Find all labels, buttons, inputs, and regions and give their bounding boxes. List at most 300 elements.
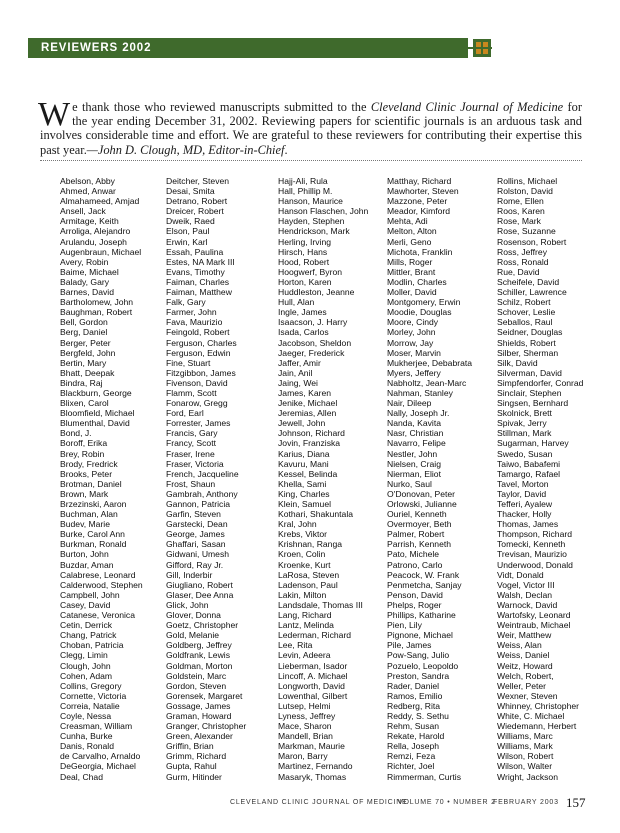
reviewer-name: Hanson, Maurice [278,196,343,207]
reviewer-name: Boroff, Erika [60,438,108,449]
reviewer-name: Phelps, Roger [387,599,442,610]
reviewer-name: Spivak, Jerry [497,418,547,429]
reviewer-name: Choban, Patricia [60,640,124,651]
reviewer-name: Blixen, Carol [60,398,109,409]
reviewer-name: Buchman, Alan [60,509,118,520]
reviewer-name: Weir, Matthew [497,630,552,641]
reviewer-name: Brooks, Peter [60,468,113,479]
reviewer-name: Rader, Daniel [387,680,440,691]
reviewer-name: Ramos, Emilio [387,690,443,701]
reviewer-name: Krishnan, Ranga [278,539,343,550]
reviewer-name: Gannon, Patricia [166,499,231,509]
reviewer-name: Orlowski, Julianne [387,499,457,509]
reviewer-name: Augenbraun, Michael [60,246,142,257]
reviewer-name: Burke, Carol Ann [60,529,125,540]
reviewer-name: Farmer, John [166,307,217,318]
reviewer-name: Swedo, Susan [497,448,553,459]
reviewer-name: Jewell, John [278,418,326,429]
reviewer-name: Hendrickson, Mark [278,226,350,237]
reviewer-name: Sinclair, Stephen [497,387,562,398]
reviewer-name: Glover, Donna [166,610,221,621]
reviewer-name: Silk, David [497,357,538,368]
reviewer-name: Weiss, Alan [497,640,542,651]
reviewer-name: Hajj-Ali, Rula [278,176,328,186]
intro-paragraph [38,96,582,157]
reviewer-name: Lyness, Jeffrey [278,710,336,721]
reviewer-name: Fine, Stuart [166,357,211,368]
reviewer-name: Abelson, Abby [60,176,115,186]
reviewer-name: Schilz, Robert [497,297,551,308]
reviewer-name: Fivenson, David [166,377,228,388]
reviewer-name: Matthay, Richard [387,176,452,186]
reviewer-name: Kessel, Belinda [278,468,338,479]
reviewer-name: Landsdale, Thomas III [278,599,363,610]
reviewer-name: Masaryk, Thomas [278,771,347,782]
intro-text-1: e thank those who reviewed manuscripts submitted to the [72,100,371,114]
intro-text-2: for the year ending December 31, 2002. Reviewing papers for scientific journals is an arduous task and involves considerable time and effort. We are grateful to these reviewers for contributing their expertise this past year. [40,100,582,157]
reviewer-name: Jenike, Michael [278,398,338,409]
reviewer-name: Glick, John [166,599,209,610]
reviewer-name: Elson, Paul [166,226,210,237]
reviewer-name: Jovin, Franziska [278,438,341,449]
reviewer-name: Brown, Mark [60,488,109,499]
reviewer-name: Clough, John [60,660,111,671]
reviewer-name: Mazzone, Peter [387,196,448,207]
reviewer-list [60,176,584,782]
reviewer-name: Mills, Roger [387,256,433,267]
reviewer-name: Ross, Ronald [497,256,549,267]
dotted-divider [40,160,582,161]
reviewer-name: Michota, Franklin [387,246,453,257]
reviewer-name: Goldfrank, Lewis [166,650,231,661]
page-footer [230,797,590,811]
reviewer-name: Gupta, Rahul [166,761,217,772]
reviewer-name: Chang, Patrick [60,630,117,641]
reviewer-name: Lutsep, Helmi [278,700,331,711]
reviewer-name: Bartholomew, John [60,297,134,308]
reviewer-name: Ladenson, Paul [278,579,338,590]
reviewer-name: Granger, Christopher [166,721,247,732]
reviewer-name: Armitage, Keith [60,216,119,227]
reviewer-name: Levin, Adeera [278,650,331,661]
reviewer-name: Johnson, Richard [278,428,345,439]
reviewer-name: Tomecki, Kenneth [497,539,566,550]
reviewer-name: Baughman, Robert [60,307,133,318]
reviewer-name: Graman, Howard [166,710,232,721]
signature-period: . [284,142,288,157]
reviewer-name: Fava, Maurizio [166,317,223,328]
reviewer-name: Barnes, David [60,287,114,298]
reviewer-name: Thacker, Holly [497,509,552,520]
reviewer-name: Silber, Sherman [497,347,559,358]
reviewer-name: Stillman, Mark [497,428,552,439]
reviewer-name: Pien, Lily [387,620,422,631]
reviewer-name: Schiller, Lawrence [497,287,567,298]
reviewer-name: LaRosa, Steven [278,569,340,580]
reviewer-name: Green, Alexander [166,731,233,742]
reviewer-name: Parrish, Kenneth [387,539,452,550]
reviewer-name: Mehta, Adi [387,216,428,227]
reviewer-name: Modlin, Charles [387,276,447,287]
reviewer-name: Jaing, Wei [278,377,318,388]
reviewer-name: Ingle, James [278,307,327,318]
reviewer-name: Wright, Jackson [497,771,558,782]
reviewer-name: Griffin, Brian [166,741,214,752]
reviewer-name: Hoogwerf, Byron [278,266,343,277]
reviewer-name: Garstecki, Dean [166,519,228,530]
reviewer-name: Skolnick, Brett [497,408,552,419]
reviewer-name: Khella, Sami [278,478,327,489]
reviewer-name: Hanson Flaschen, John [278,206,369,217]
reviewer-name: Lederman, Richard [278,630,352,641]
reviewer-name: Gorensek, Margaret [166,690,243,701]
reviewer-name: Nurko, Saul [387,478,432,489]
reviewer-name: Lantz, Melinda [278,620,334,631]
reviewer-name: Markman, Maurie [278,741,345,752]
reviewer-name: Forrester, James [166,418,231,429]
reviewer-name: Fraser, Victoria [166,458,224,469]
reviewer-name: Richter, Joel [387,761,435,772]
page-number: 157 [566,795,586,810]
reviewer-name: Remzi, Feza [387,751,436,762]
reviewer-name: Frost, Shaun [166,478,216,489]
reviewer-name: Klein, Samuel [278,499,332,509]
reviewer-name: Garfin, Steven [166,509,221,520]
journal-logo-icon [473,39,491,57]
footer-volume: VOLUME 70 • NUMBER 2 [398,799,496,806]
reviewer-name: Weller, Peter [497,680,547,691]
reviewer-name: Gossage, James [166,700,231,711]
reviewer-name: Falk, Gary [166,297,206,308]
reviewer-name: Thompson, Richard [497,529,572,540]
reviewer-name: Dweik, Raed [166,216,215,227]
reviewer-name: Reddy, S. Sethu [387,710,449,721]
reviewer-name: Rose, Mark [497,216,541,227]
reviewer-name: Goetz, Christopher [166,620,239,631]
journal-name: Cleveland Clinic Journal of Medicine [370,100,564,114]
reviewer-name: Burkman, Ronald [60,539,127,550]
reviewer-name: O'Donovan, Peter [387,488,456,499]
reviewer-name: Clegg, Limin [60,650,108,661]
reviewer-name: Horton, Karen [278,276,332,287]
reviewer-name: Vidt, Donald [497,569,544,580]
reviewer-name: Singsen, Bernhard [497,398,569,409]
reviewer-name: Evans, Timothy [166,266,225,277]
reviewer-name: Melton, Alton [387,226,437,237]
reviewer-name: Weiss, Daniel [497,650,550,661]
reviewer-name: Nielsen, Craig [387,458,441,469]
reviewer-name: Nestler, John [387,448,438,459]
reviewer-name: Ferguson, Charles [166,337,237,348]
reviewer-name: Karius, Diana [278,448,330,459]
reviewer-name: Lee, Rita [278,640,313,651]
reviewer-name: Walsh, Declan [497,589,553,600]
reviewer-name: Tamargo, Rafael [497,468,561,479]
reviewer-name: Williams, Marc [497,731,553,742]
editor-signature: —John D. Clough, MD, Editor-in-Chief [86,142,285,157]
reviewer-name: Gifford, Ray Jr. [166,559,224,570]
reviewer-name: Nierman, Eliot [387,468,441,479]
reviewer-name: Schover, Leslie [497,307,556,318]
reviewer-name: Goldberg, Jeffrey [166,640,232,651]
reviewer-name: Jain, Anil [278,367,313,378]
reviewer-name: Peacock, W. Frank [387,569,460,580]
reviewer-name: Bloomfield, Michael [60,408,135,419]
reviewer-name: Giugliano, Robert [166,579,233,590]
reviewer-name: Isada, Carlos [278,327,329,338]
reviewer-name: Rimmerman, Curtis [387,771,462,782]
reviewer-name: Meador, Kimford [387,206,451,217]
reviewer-name: Maron, Barry [278,751,328,762]
reviewer-name: Jaffer, Amir [278,357,321,368]
reviewer-name: Brody, Fredrick [60,458,118,469]
reviewer-name: Burton, John [60,549,109,560]
reviewer-name: Berg, Daniel [60,327,108,338]
reviewer-name: Moodie, Douglas [387,307,452,318]
reviewer-name: Glaser, Dee Anna [166,589,234,600]
reviewer-name: Faiman, Matthew [166,287,232,298]
reviewer-name: Arroliga, Alejandro [60,226,131,237]
reviewer-name: Almahameed, Amjad [60,196,140,207]
reviewer-name: Moore, Cindy [387,317,439,328]
reviewer-name: Lincoff, A. Michael [278,670,348,681]
reviewer-name: Pignone, Michael [387,630,453,641]
reviewer-name: Fraser, Irene [166,448,215,459]
reviewer-name: Calderwood, Stephen [60,579,143,590]
reviewer-name: Mittler, Brant [387,266,436,277]
reviewer-name: Desai, Smita [166,186,215,197]
reviewer-column-3 [278,176,386,782]
section-banner [28,38,468,58]
reviewer-name: Seballos, Raul [497,317,553,328]
reviewer-name: Whinney, Christopher [497,700,579,711]
reviewer-name: Taiwo, Babafemi [497,458,561,469]
reviewer-name: Brotman, Daniel [60,478,122,489]
reviewer-name: Lakin, Milton [278,589,327,600]
reviewer-name: Kothari, Shakuntala [278,509,354,520]
reviewer-name: Rekate, Harold [387,731,445,742]
reviewer-name: Taylor, David [497,488,547,499]
reviewer-name: Hirsch, Hans [278,246,328,257]
reviewer-name: Catanese, Veronica [60,610,136,621]
reviewer-name: Moller, David [387,287,437,298]
drop-cap: W [38,96,71,133]
reviewer-name: Shields, Robert [497,337,556,348]
reviewer-name: Thomas, James [497,519,559,530]
reviewer-name: Wexner, Steven [497,690,558,701]
reviewer-name: Flamm, Scott [166,387,217,398]
reviewer-name: Nasr, Christian [387,428,444,439]
reviewer-name: Coyle, Nessa [60,710,112,721]
reviewer-name: Hull, Alan [278,297,315,308]
reviewer-name: Bergfeld, John [60,347,116,358]
reviewer-name: Lieberman, Isador [278,660,348,671]
reviewer-name: Palmer, Robert [387,529,445,540]
reviewer-name: Herling, Irving [278,236,332,247]
reviewer-name: Creasman, William [60,721,133,732]
reviewer-name: DeGeorgia, Michael [60,761,136,772]
reviewer-name: Grimm, Richard [166,751,227,762]
reviewer-name: Lowenthal, Gilbert [278,690,348,701]
footer-journal: CLEVELAND CLINIC JOURNAL OF MEDICINE [230,799,408,806]
reviewer-name: Simpfendorfer, Conrad [497,377,584,388]
reviewer-name: Estes, NA Mark III [166,256,235,267]
reviewer-name: Fitzgibbon, James [166,367,236,378]
reviewer-name: Warnock, David [497,599,558,610]
reviewer-name: Myers, Jeffery [387,367,441,378]
reviewer-name: Rella, Joseph [387,741,440,752]
reviewer-name: Ford, Earl [166,408,204,419]
reviewer-name: Nabholtz, Jean-Marc [387,377,467,388]
reviewer-name: Tavel, Morton [497,478,549,489]
reviewer-name: Wilson, Walter [497,761,553,772]
reviewer-name: Calabrese, Leonard [60,569,136,580]
reviewer-name: Pow-Sang, Julio [387,650,450,661]
reviewer-name: King, Charles [278,488,330,499]
reviewer-name: Correia, Natalie [60,700,120,711]
reviewer-name: Ansell, Jack [60,206,106,217]
reviewer-name: Rome, Ellen [497,196,544,207]
reviewer-name: Ferguson, Edwin [166,347,231,358]
reviewer-name: Bindra, Raj [60,377,103,388]
reviewer-name: Francis, Gary [166,428,218,439]
reviewer-name: Cetin, Derrick [60,620,113,631]
reviewer-name: Krebs, Viktor [278,529,328,540]
reviewer-name: Brey, Robin [60,448,105,459]
reviewer-name: Preston, Sandra [387,670,450,681]
reviewer-name: Mace, Sharon [278,721,332,732]
reviewer-name: Bond, J. [60,428,92,439]
reviewer-name: White, C. Michael [497,710,565,721]
reviewer-name: Fonarow, Gregg [166,398,228,409]
reviewer-name: Cornette, Victoria [60,690,127,701]
reviewer-name: Feingold, Robert [166,327,230,338]
reviewer-name: Wilson, Robert [497,751,554,762]
reviewer-name: Kroen, Colin [278,549,326,560]
reviewer-name: Dreicer, Robert [166,206,224,217]
reviewer-name: Moser, Marvin [387,347,441,358]
reviewer-name: Redberg, Rita [387,700,441,711]
reviewer-column-1 [60,176,168,782]
reviewer-name: Rue, David [497,266,540,277]
reviewer-name: Jaeger, Frederick [278,347,345,358]
reviewer-name: Montgomery, Erwin [387,297,461,308]
reviewer-name: Buzdar, Aman [60,559,114,570]
reviewer-name: Mawhorter, Steven [387,186,459,197]
reviewer-name: James, Karen [278,387,332,398]
reviewer-name: Welch, Robert, [497,670,554,681]
reviewer-name: Morrow, Jay [387,337,434,348]
reviewer-name: Rolston, David [497,186,553,197]
reviewer-name: Casey, David [60,599,111,610]
footer-date: FEBRUARY 2003 [493,799,559,806]
reviewer-name: Nahman, Stanley [387,387,453,398]
section-title: REVIEWERS 2002 [41,42,152,54]
reviewer-name: Wiedemann, Herbert [497,721,577,732]
reviewer-name: Merli, Geno [387,236,432,247]
reviewer-name: Weintraub, Michael [497,620,571,631]
reviewer-name: Brzezinski, Aaron [60,499,127,509]
reviewer-name: Blackburn, George [60,387,132,398]
reviewer-name: Nair, Dileep [387,398,432,409]
reviewer-column-5 [497,176,605,782]
reviewer-name: George, James [166,529,225,540]
reviewer-name: Scheifele, David [497,276,560,287]
reviewer-name: Francy, Scott [166,438,216,449]
reviewer-name: Bhatt, Deepak [60,367,115,378]
reviewer-name: Gold, Melanie [166,630,220,641]
reviewer-name: Rollins, Michael [497,176,558,186]
reviewer-name: Rosenson, Robert [497,236,567,247]
reviewer-name: Detrano, Robert [166,196,228,207]
reviewer-name: Mandell, Brian [278,731,333,742]
reviewer-name: Avery, Robin [60,256,109,267]
reviewer-name: Seidner, Douglas [497,327,563,338]
reviewer-name: Berger, Peter [60,337,111,348]
reviewer-name: Penmetcha, Sanjay [387,579,462,590]
reviewer-name: Silverman, David [497,367,562,378]
reviewer-name: Huddleston, Jeanne [278,287,355,298]
reviewer-name: Morley, John [387,327,436,338]
reviewer-name: Wartofsky, Leonard [497,610,571,621]
reviewer-name: Goldstein, Marc [166,670,227,681]
reviewer-name: Martinez, Fernando [278,761,353,772]
reviewer-name: Cohen, Adam [60,670,113,681]
reviewer-name: Phillips, Katharine [387,610,456,621]
reviewer-name: Pato, Michele [387,549,440,560]
reviewer-name: Campbell, John [60,589,120,600]
reviewer-name: Goldman, Morton [166,660,233,671]
reviewer-name: Hayden, Stephen [278,216,345,227]
reviewer-name: Ghaffari, Sasan [166,539,226,550]
reviewer-name: Williams, Mark [497,741,553,752]
reviewer-name: Gurm, Hitinder [166,771,222,782]
reviewer-name: Overmoyer, Beth [387,519,452,530]
reviewer-name: French, Jacqueline [166,468,239,479]
reviewer-name: Kral, John [278,519,317,530]
reviewer-column-4 [387,176,495,782]
reviewer-name: Penson, David [387,589,443,600]
reviewer-name: Trevisan, Maurizio [497,549,567,560]
reviewer-name: Pozuelo, Leopoldo [387,660,459,671]
reviewer-name: Gambrah, Anthony [166,488,238,499]
reviewer-name: Danis, Ronald [60,741,114,752]
reviewer-name: Underwood, Donald [497,559,573,570]
reviewer-name: Bertin, Mary [60,357,107,368]
reviewer-name: Weitz, Howard [497,660,553,671]
reviewer-name: Blumenthal, David [60,418,130,429]
reviewer-name: Cunha, Burke [60,731,113,742]
reviewer-name: Hood, Robert [278,256,330,267]
reviewer-name: Navarro, Felipe [387,438,446,449]
reviewer-name: Deitcher, Steven [166,176,230,186]
reviewer-name: Jacobson, Sheldon [278,337,352,348]
reviewer-name: Ouriel, Kenneth [387,509,447,520]
reviewer-name: Nally, Joseph Jr. [387,408,450,419]
reviewer-name: Vogel, Victor III [497,579,555,590]
reviewer-name: Erwin, Karl [166,236,208,247]
reviewer-name: Gill, Inderbir [166,569,213,580]
reviewer-name: Kavuru, Mani [278,458,329,469]
reviewer-name: Arulandu, Joseph [60,236,127,247]
reviewer-name: Ross, Jeffrey [497,246,547,257]
reviewer-name: Rehm, Susan [387,721,440,732]
reviewer-name: Kroenke, Kurt [278,559,331,570]
reviewer-name: Lang, Richard [278,610,332,621]
reviewer-name: Hall, Phillip M. [278,186,333,197]
reviewer-name: Mukherjee, Debabrata [387,357,473,368]
reviewer-name: Longworth, David [278,680,345,691]
